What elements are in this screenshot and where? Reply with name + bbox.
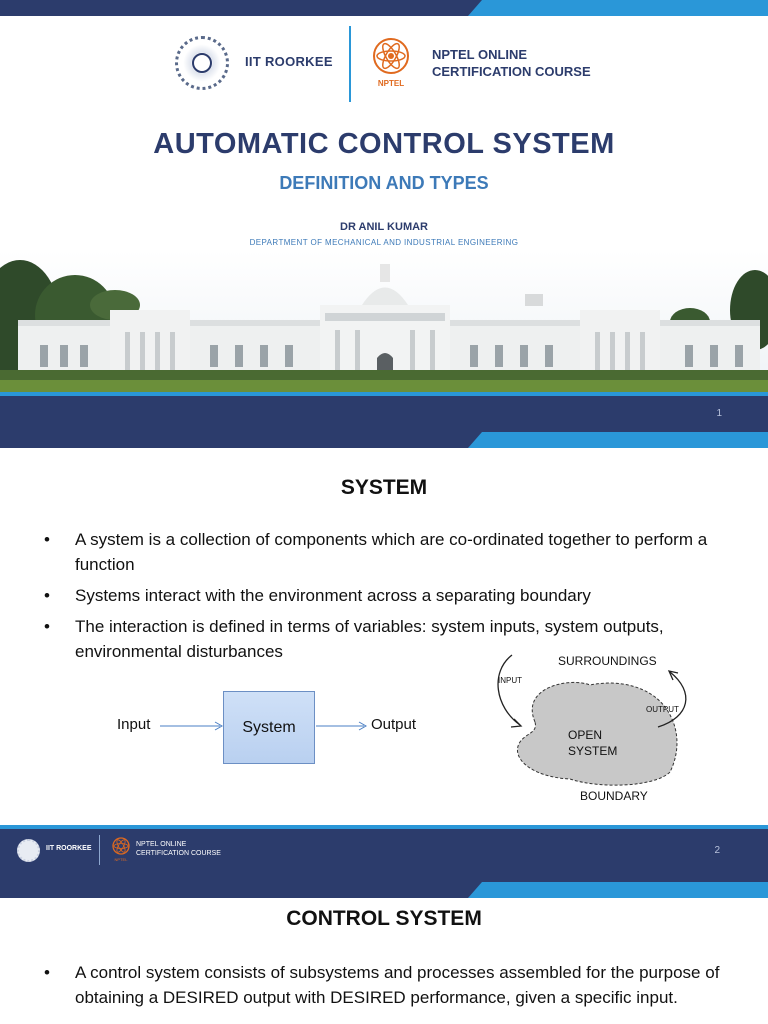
footer-iit-label: IIT ROORKEE xyxy=(46,845,92,852)
system-slide xyxy=(0,432,768,882)
nptel-logo-caption: NPTEL xyxy=(377,79,405,88)
footer-banner xyxy=(0,825,768,882)
bottom-banner xyxy=(0,392,768,432)
output-arrow-icon xyxy=(316,720,370,732)
footer-nptel-line1: NPTEL ONLINE xyxy=(136,841,187,848)
slide-heading: CONTROL SYSTEM xyxy=(286,907,482,930)
open-system-line1: OPEN xyxy=(568,728,603,742)
top-banner-accent xyxy=(468,0,768,16)
top-banner xyxy=(0,882,768,898)
department-name: DEPARTMENT OF MECHANICAL AND INDUSTRIAL ENGINEERING xyxy=(249,238,519,247)
nptel-line1: NPTEL ONLINE xyxy=(432,47,528,62)
open-input-label: INPUT xyxy=(498,676,522,685)
iit-roorkee-label: IIT ROORKEE xyxy=(245,54,333,69)
bullet-item: • Systems interact with the environment across a separating boundary xyxy=(44,583,734,608)
open-system-diagram xyxy=(490,647,700,802)
title-slide xyxy=(0,0,768,432)
logo-divider xyxy=(349,26,351,102)
nptel-line2: CERTIFICATION COURSE xyxy=(432,64,591,79)
slide-subtitle: DEFINITION AND TYPES xyxy=(279,173,489,193)
slide-title: AUTOMATIC CONTROL SYSTEM xyxy=(153,128,615,160)
top-banner-accent xyxy=(468,882,768,898)
input-arrow-icon xyxy=(160,720,226,732)
open-system-line2: SYSTEM xyxy=(568,744,618,758)
surroundings-label: SURROUNDINGS xyxy=(558,654,657,668)
slide-heading: SYSTEM xyxy=(340,476,428,499)
page-number: 1 xyxy=(716,408,722,419)
page-number: 2 xyxy=(714,845,720,856)
footer-nptel-line2: CERTIFICATION COURSE xyxy=(136,850,221,857)
author-name: DR ANIL KUMAR xyxy=(340,221,428,233)
bullet-list xyxy=(44,960,734,1016)
open-output-label: OUTPUT xyxy=(646,705,679,714)
nptel-logo-icon xyxy=(110,836,132,862)
top-banner-accent xyxy=(468,432,768,448)
boundary-label: BOUNDARY xyxy=(580,789,648,802)
bullet-item: • A system is a collection of components which are co-ordinated together to perform a function xyxy=(44,527,734,577)
bullet-item: • A control system consists of subsystems and processes assembled for the purpose of obtaining a DESIRED output with DESIRED performance, given a specific input. xyxy=(44,960,734,1010)
diagram-output-label: Output xyxy=(371,716,417,733)
footer-divider xyxy=(99,835,100,865)
footer-nptel-label xyxy=(136,840,221,858)
system-box: System xyxy=(223,691,315,764)
footer-nptel-logo-caption: NPTEL xyxy=(114,857,128,862)
input-loop-arrow-icon xyxy=(498,655,520,725)
header-logos xyxy=(0,26,768,106)
nptel-logo-icon xyxy=(370,36,412,88)
bullet-item: • The interaction is defined in terms of variables: system inputs, system outputs, environmental disturbances xyxy=(44,614,715,664)
nptel-course-label xyxy=(432,46,591,80)
top-banner xyxy=(0,432,768,448)
iit-roorkee-seal-icon xyxy=(17,839,40,862)
campus-building-image xyxy=(0,250,768,392)
iit-roorkee-seal-icon xyxy=(175,36,229,90)
diagram-input-label: Input xyxy=(117,716,151,733)
control-system-slide xyxy=(0,882,768,1024)
top-banner xyxy=(0,0,768,16)
